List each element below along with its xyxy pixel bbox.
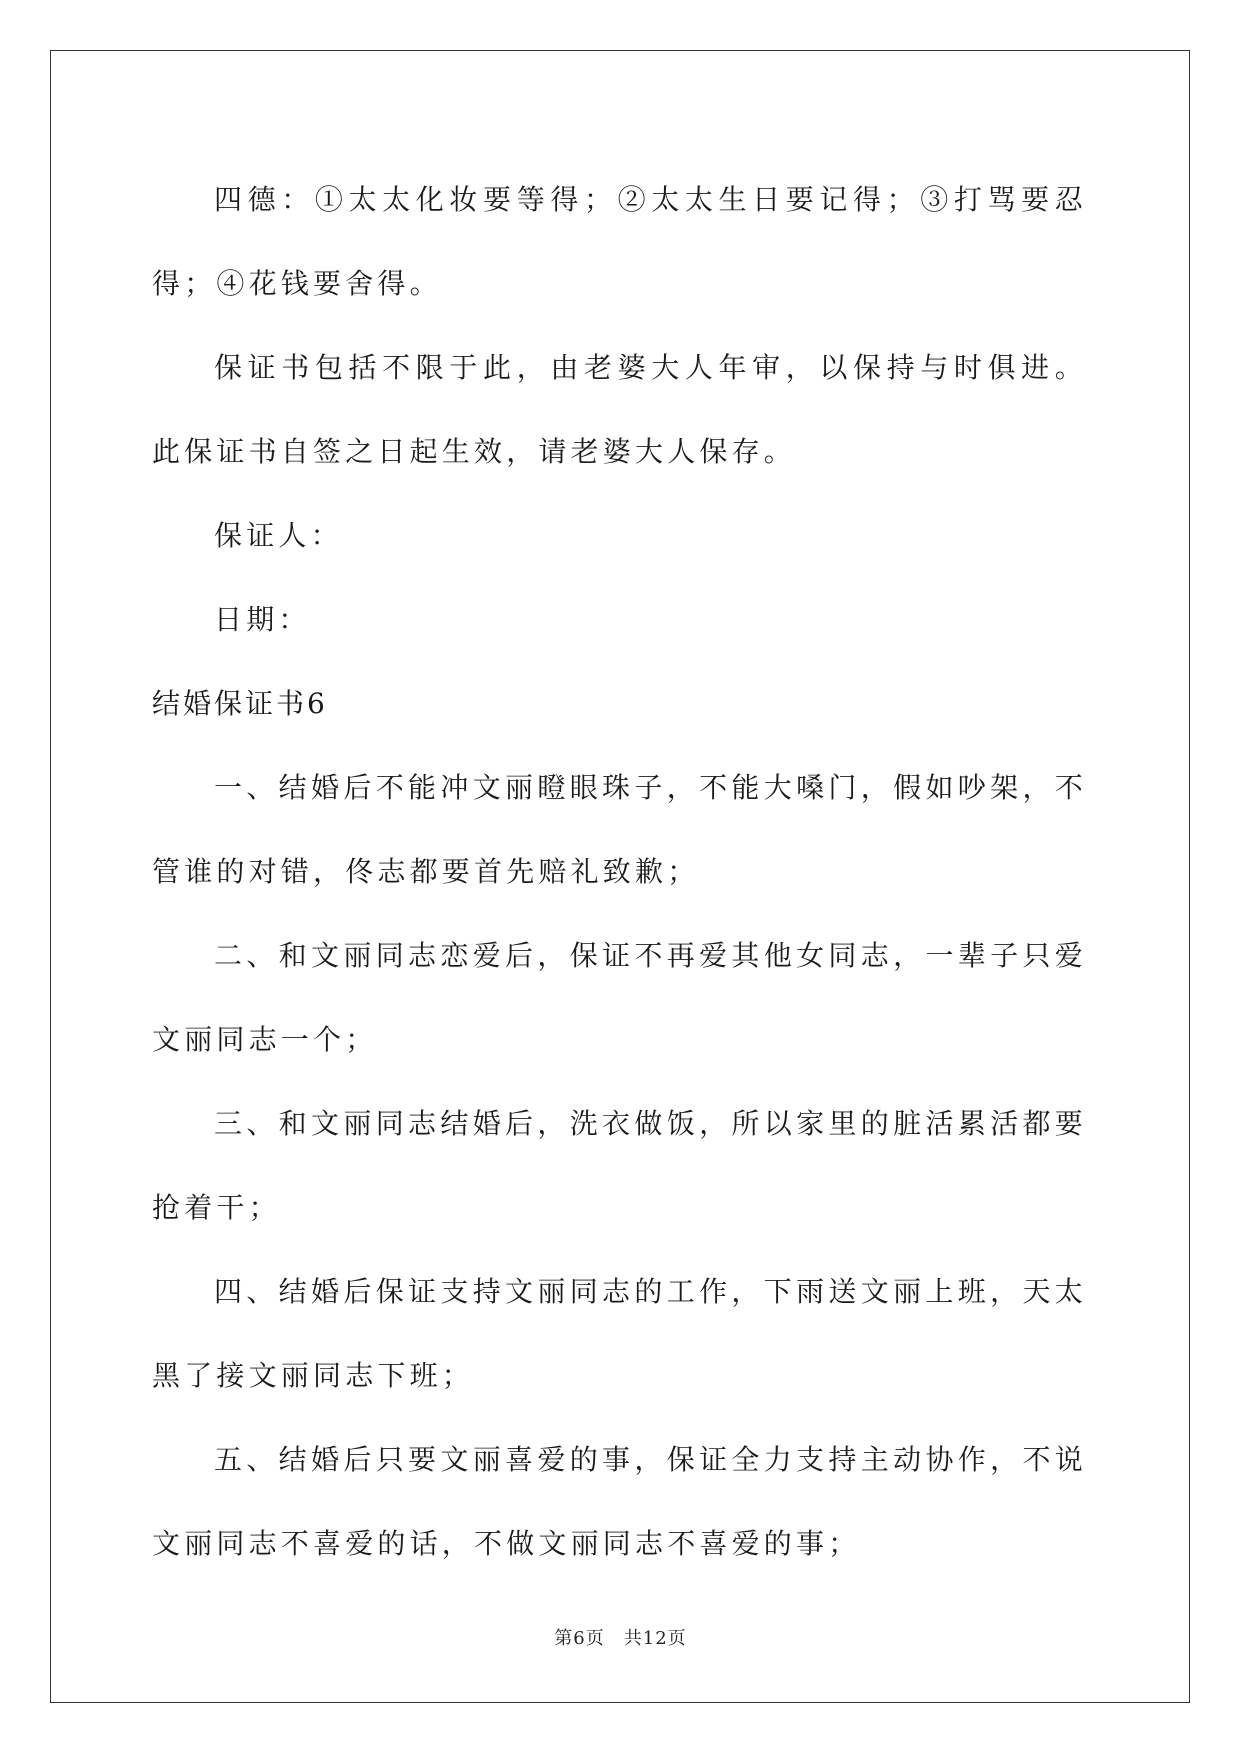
paragraph-scope-clause: 保证书包括不限于此，由老婆大人年审，以保持与时俱进。 此保证书自签之日起生效，请老婆大人保存。 <box>152 351 1087 468</box>
section-heading: 结婚保证书6 <box>152 687 328 720</box>
date-label: 日期： <box>214 603 311 636</box>
page-number-footer: 第6页 共12页 <box>554 1628 687 1649</box>
paragraph-item-3: 三、和文丽同志结婚后，洗衣做饭，所以家里的脏活累活都要抢着干； <box>152 1107 1087 1224</box>
paragraph-item-5: 五、结婚后只要文丽喜爱的事，保证全力支持主动协作，不说文丽同志不喜爱的话，不做文丽同志不喜爱的事； <box>152 1443 1087 1560</box>
paragraph-item-2: 二、和文丽同志恋爱后，保证不再爱其他女同志，一辈子只爱文丽同志一个； <box>152 939 1087 1056</box>
paragraph-item-4: 四、结婚后保证支持文丽同志的工作，下雨送文丽上班，天太黑了接文丽同志下班； <box>152 1275 1087 1392</box>
guarantor-label: 保证人： <box>214 519 343 552</box>
paragraph-four-virtues: 四德：①太太化妆要等得；②太太生日要记得；③打骂要忍得；④花钱要舍得。 <box>152 183 1087 300</box>
paragraph-item-1: 一、结婚后不能冲文丽瞪眼珠子，不能大嗓门，假如吵架，不管谁的对错，佟志都要首先赔礼致歉； <box>152 771 1087 888</box>
document-body <box>152 158 1087 1586</box>
